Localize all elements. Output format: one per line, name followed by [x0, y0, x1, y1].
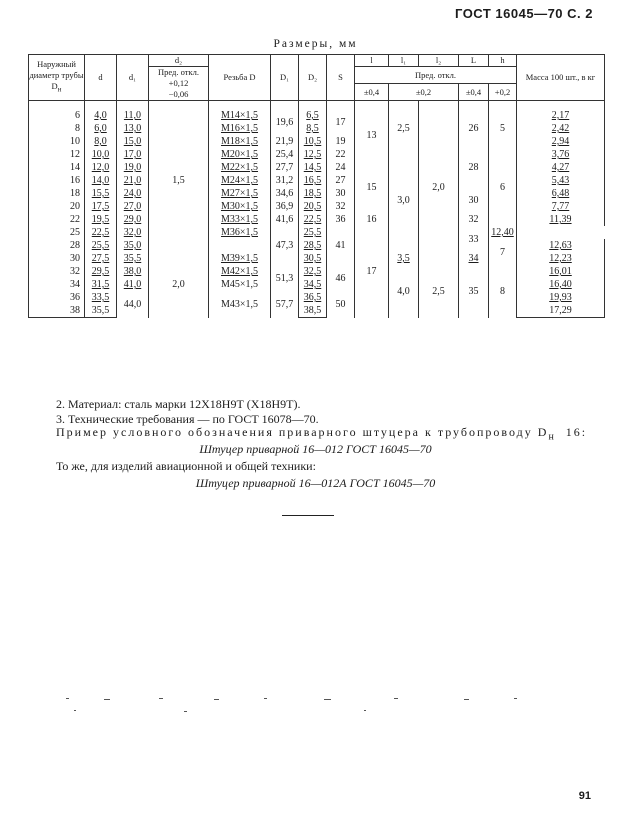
cell-L: 33 — [459, 226, 489, 252]
col-header-d: d — [85, 55, 117, 101]
cell-S: 22 — [327, 148, 355, 161]
notes — [56, 397, 616, 427]
example-designation: Штуцер приварной 16—012 ГОСТ 16045—70 — [199, 442, 432, 456]
cell-mass: 2,42 — [517, 122, 605, 135]
cell-D2: 8,5 — [299, 122, 327, 135]
col-header-S: S — [327, 55, 355, 101]
table-row — [29, 187, 605, 200]
cell-d1: 32,0 — [117, 226, 149, 239]
cell-d2: 2,0 — [149, 252, 209, 318]
cell-D1: 19,6 — [271, 109, 299, 135]
cell-thread: M43×1,5 — [209, 291, 271, 318]
cell-S: 46 — [327, 265, 355, 291]
cell-D2: 14,5 — [299, 161, 327, 174]
cell-D1: 51,3 — [271, 265, 299, 291]
cell-dn: 36 — [29, 291, 85, 304]
cell-d: 33,5 — [85, 291, 117, 304]
cell-h: 7 — [489, 239, 517, 265]
cell-thread: M16×1,5 — [209, 122, 271, 135]
cell-d1: 13,0 — [117, 122, 149, 135]
col-header-l2: l₂ — [419, 55, 459, 67]
cell-thread: M36×1,5 M39×1,5 — [209, 226, 271, 265]
col-header-d1: d₁ — [117, 55, 149, 101]
cell-d: 22,5 — [85, 226, 117, 239]
tolerance-l: ±0,4 — [355, 84, 389, 101]
cell-thread: M27×1,5 — [209, 187, 271, 200]
cell-d1: 29,0 — [117, 213, 149, 226]
cell-dn: 18 — [29, 187, 85, 200]
cell-D1: 25,4 — [271, 148, 299, 161]
cell-l: 13 — [355, 109, 389, 161]
cell-dn: 20 — [29, 200, 85, 213]
cell-mass: 6,48 — [517, 187, 605, 200]
cell-mass: 7,77 — [517, 200, 605, 213]
cell-thread: M24×1,5 — [209, 174, 271, 187]
cell-D1: 36,9 — [271, 200, 299, 213]
cell-mass: 17,29 — [517, 304, 605, 318]
cell-dn: 22 — [29, 213, 85, 226]
tolerance-h: +0,2 — [489, 84, 517, 101]
cell-dn: 12 — [29, 148, 85, 161]
cell-thread: M20×1,5 — [209, 148, 271, 161]
page-number: 91 — [578, 790, 591, 802]
table-row — [29, 304, 605, 318]
table-row — [29, 265, 605, 278]
cell-h: 5 — [489, 109, 517, 148]
table-row — [29, 291, 605, 304]
page-header: ГОСТ 16045—70 С. 2 — [455, 6, 593, 21]
cell-d1: 24,0 — [117, 187, 149, 200]
cell-d: 15,5 — [85, 187, 117, 200]
cell-mass: 3,76 — [517, 148, 605, 161]
table-row — [29, 252, 605, 265]
cell-thread: M45×1,5 — [209, 278, 271, 291]
table-caption: Размеры, мм — [273, 38, 358, 50]
cell-dn: 14 — [29, 161, 85, 174]
cell-mass: 12,23 — [517, 252, 605, 265]
cell-dn: 30 — [29, 252, 85, 265]
cell-thread: M18×1,5 — [209, 135, 271, 148]
cell-D2: 25,5 — [299, 226, 327, 239]
cell-S: 24 — [327, 161, 355, 174]
cell-S: 36 — [327, 213, 355, 226]
cell-mass: 2,94 — [517, 135, 605, 148]
cell-S: 27 — [327, 174, 355, 187]
cell-S: 19 — [327, 135, 355, 148]
cell-l1: 2,5 — [389, 109, 419, 148]
cell-D2: 20,5 — [299, 200, 327, 213]
cell-D1: 34,6 — [271, 187, 299, 200]
cell-L: 34 — [459, 252, 489, 265]
cell-d: 25,5 — [85, 239, 117, 252]
cell-d: 14,0 — [85, 174, 117, 187]
cell-L: 32 — [459, 213, 489, 226]
table-row — [29, 174, 605, 187]
col-header-D2: D₂ — [299, 55, 327, 101]
cell-dn: 38 — [29, 304, 85, 318]
tolerance-L: ±0,4 — [459, 84, 489, 101]
tolerance-l1-l2: ±0,2 — [389, 84, 459, 101]
cell-mass: 4,27 — [517, 161, 605, 174]
cell-D1: 31,2 — [271, 174, 299, 187]
col-header-D1: D₁ — [271, 55, 299, 101]
cell-d1: 17,0 — [117, 148, 149, 161]
cell-d2: 1,5 — [149, 109, 209, 252]
cell-d: 29,5 — [85, 265, 117, 278]
cell-L: 28 — [459, 148, 489, 187]
cell-l2: 2,0 — [419, 109, 459, 265]
cell-D2: 22,5 — [299, 213, 327, 226]
col-header-h: h — [489, 55, 517, 67]
cell-thread: M33×1,5 — [209, 213, 271, 226]
cell-D2: 10,5 — [299, 135, 327, 148]
cell-mass: 12,40 — [489, 226, 517, 239]
col-header-l1: l₁ — [389, 55, 419, 67]
cell-L: 35 — [459, 265, 489, 318]
table-row — [29, 239, 605, 252]
table-row — [29, 278, 605, 291]
cell-l2: 2,5 — [419, 265, 459, 318]
cell-mass: 5,43 — [517, 174, 605, 187]
cell-dn: 10 — [29, 135, 85, 148]
tolerance-header: Пред. откл. — [355, 67, 517, 84]
cell-D1: 41,6 — [271, 213, 299, 226]
cell-d: 10,0 — [85, 148, 117, 161]
cell-L: 30 — [459, 187, 489, 213]
cell-D2: 12,5 — [299, 148, 327, 161]
cell-S: 17 — [327, 109, 355, 135]
cell-D2: 38,5 — [299, 304, 327, 318]
cell-S: 30 — [327, 187, 355, 200]
cell-d: 12,0 — [85, 161, 117, 174]
cell-d: 6,0 — [85, 122, 117, 135]
table-row — [29, 135, 605, 148]
cell-D2: 18,5 — [299, 187, 327, 200]
table-row — [29, 213, 605, 226]
cell-D1: 21,9 — [271, 135, 299, 148]
cell-l1: 3,0 — [389, 148, 419, 252]
cell-thread: M30×1,5 — [209, 200, 271, 213]
col-header-l: l — [355, 55, 389, 67]
d2-tolerance: Пред. откл. +0,12 −0,06 — [149, 67, 209, 101]
cell-D1: 47,3 — [271, 226, 299, 265]
cell-d: 4,0 — [85, 109, 117, 122]
cell-mass: 2,17 — [517, 109, 605, 122]
cell-mass: 11,39 — [517, 213, 605, 226]
note-material: 2. Материал: сталь марки 12Х18Н9Т (Х18Н9Т). — [56, 397, 301, 411]
cell-d1: 21,0 — [117, 174, 149, 187]
col-header-d2: d₂ — [149, 55, 209, 67]
cell-l: 17 — [355, 226, 389, 318]
designation-example: Пример условного обозначения приварного штуцера к трубопроводу $D_н$ 16: — [56, 425, 588, 443]
cell-L: 26 — [459, 109, 489, 148]
col-header-L: L — [459, 55, 489, 67]
table-row — [29, 161, 605, 174]
cell-d1: 44,0 — [117, 291, 149, 318]
cell-thread: M22×1,5 — [209, 161, 271, 174]
cell-l: 16 — [355, 213, 389, 226]
cell-S: 50 — [327, 291, 355, 318]
cell-mass: 12,63 — [517, 239, 605, 252]
col-header-mass: Масса 100 шт., в кг — [517, 55, 605, 101]
cell-D1: 27,7 — [271, 161, 299, 174]
cell-dn: 32 — [29, 265, 85, 278]
cell-dn: 8 — [29, 122, 85, 135]
cell-S: 32 — [327, 200, 355, 213]
dimensions-table — [28, 54, 605, 318]
cell-D1: 57,7 — [271, 291, 299, 318]
table-row — [29, 148, 605, 161]
table-row — [29, 122, 605, 135]
cell-l: 15 — [355, 161, 389, 213]
cell-D2: 34,5 — [299, 278, 327, 291]
note-requirements: 3. Технические требования — по ГОСТ 16078—70. — [56, 412, 319, 426]
cell-dn: 34 — [29, 278, 85, 291]
cell-mass: 19,93 — [517, 291, 605, 304]
cell-d1: 38,0 — [117, 265, 149, 278]
table-row — [29, 226, 605, 239]
col-header-outer-diameter: Наружный диаметр трубы $D_н$ — [29, 55, 85, 101]
cell-S: 41 — [327, 226, 355, 265]
cell-d1: 27,0 — [117, 200, 149, 213]
cell-dn: 16 — [29, 174, 85, 187]
cell-h: 8 — [489, 265, 517, 318]
cell-d: 17,5 — [85, 200, 117, 213]
cell-l1: 3,5 — [389, 252, 419, 265]
cell-l1: 4,0 — [389, 265, 419, 318]
cell-D2: 36,5 — [299, 291, 327, 304]
cell-d1: 11,0 — [117, 109, 149, 122]
cell-mass: 16,01 — [517, 265, 605, 278]
aviation-designation: Штуцер приварной 16—012А ГОСТ 16045—70 — [195, 476, 436, 490]
table-row — [29, 109, 605, 122]
cell-D2: 32,5 — [299, 265, 327, 278]
cell-dn: 25 — [29, 226, 85, 239]
cell-d: 31,5 — [85, 278, 117, 291]
cell-mass: 16,40 — [517, 278, 605, 291]
cell-dn: 28 — [29, 239, 85, 252]
scan-noise-dots — [64, 696, 534, 716]
cell-d1: 35,5 — [117, 252, 149, 265]
cell-d: 19,5 — [85, 213, 117, 226]
cell-d1: 41,0 — [117, 278, 149, 291]
cell-d: 35,5 — [85, 304, 117, 318]
table-row — [29, 200, 605, 213]
cell-D2: 30,5 — [299, 252, 327, 265]
cell-D2: 28,5 — [299, 239, 327, 252]
cell-d: 27,5 — [85, 252, 117, 265]
col-header-thread: Резьба D — [209, 55, 271, 101]
cell-dn: 6 — [29, 109, 85, 122]
cell-d1: 35,0 — [117, 239, 149, 252]
cell-D2: 6,5 — [299, 109, 327, 122]
cell-thread: M42×1,5 — [209, 265, 271, 278]
cell-h: 6 — [489, 148, 517, 226]
cell-d1: 19,0 — [117, 161, 149, 174]
also-note: То же, для изделий авиационной и общей техники: — [56, 459, 316, 473]
cell-d1: 15,0 — [117, 135, 149, 148]
cell-thread: M14×1,5 — [209, 109, 271, 122]
cell-d: 8,0 — [85, 135, 117, 148]
cell-D2: 16,5 — [299, 174, 327, 187]
separator-rule — [282, 515, 334, 516]
